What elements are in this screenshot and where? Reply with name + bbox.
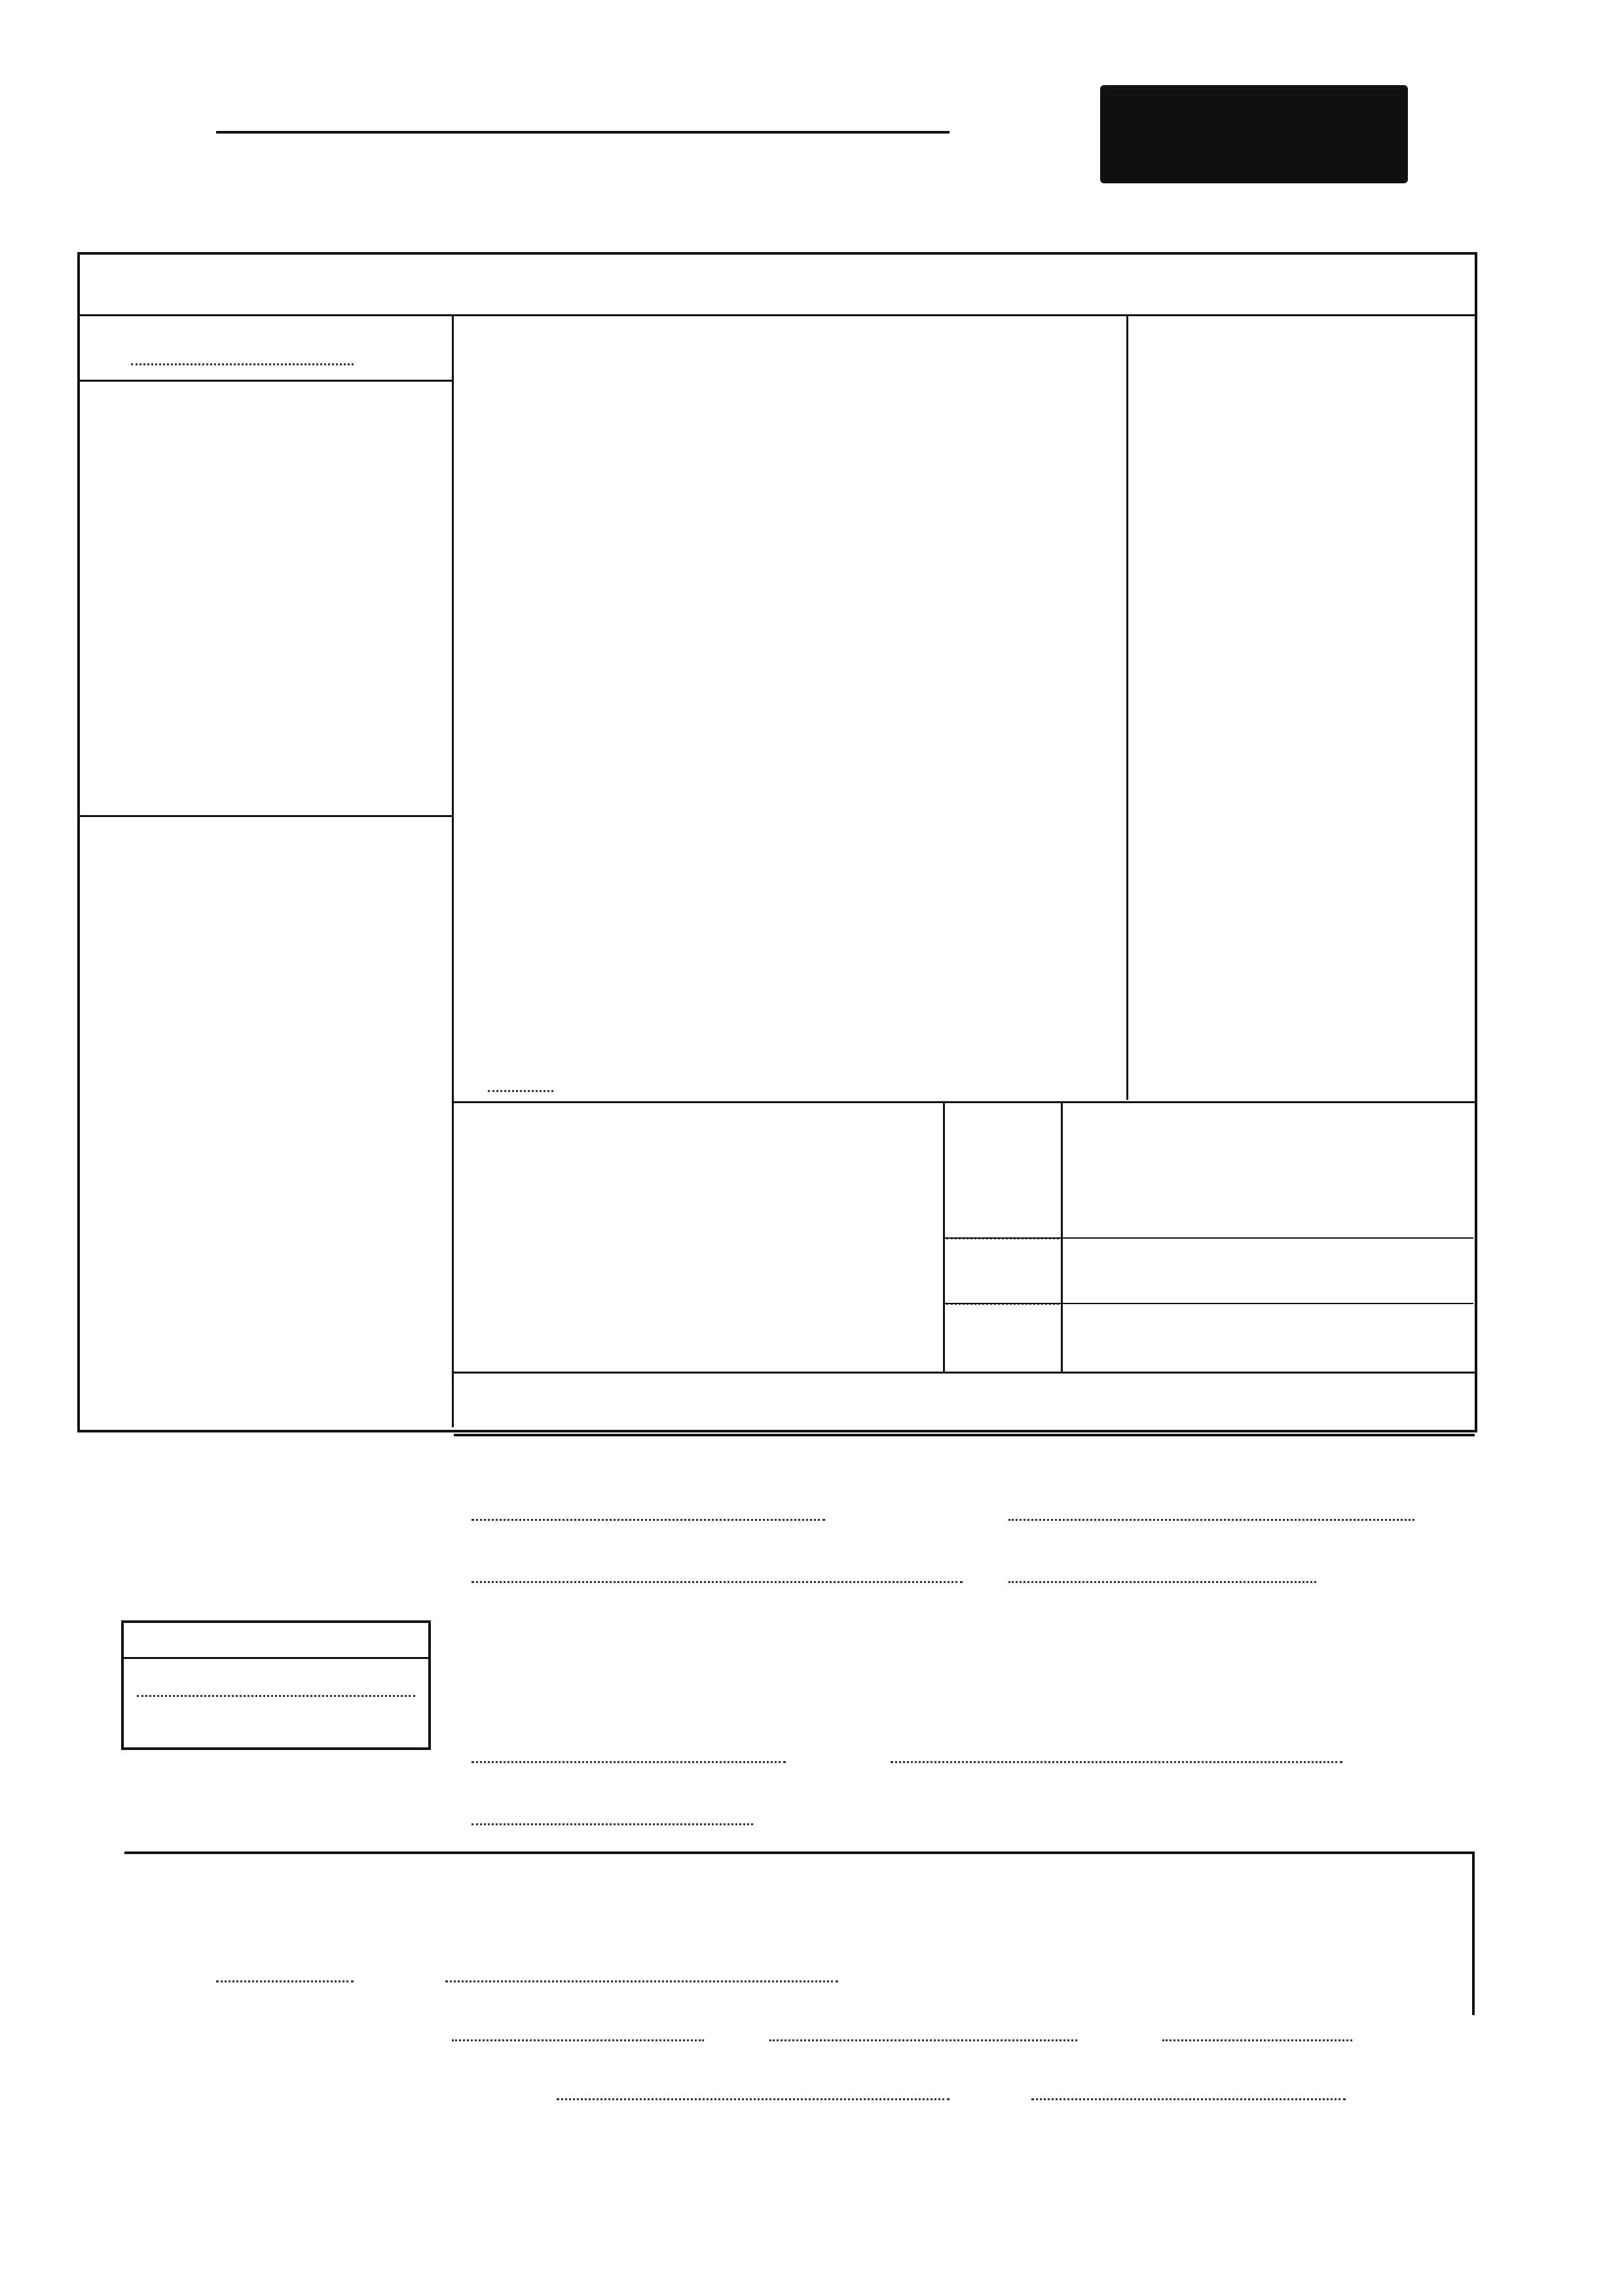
header-rule	[216, 131, 950, 134]
form-frame	[77, 252, 1477, 1432]
yad-vashem-logo	[1100, 85, 1408, 183]
citizenship-box	[121, 1620, 431, 1750]
